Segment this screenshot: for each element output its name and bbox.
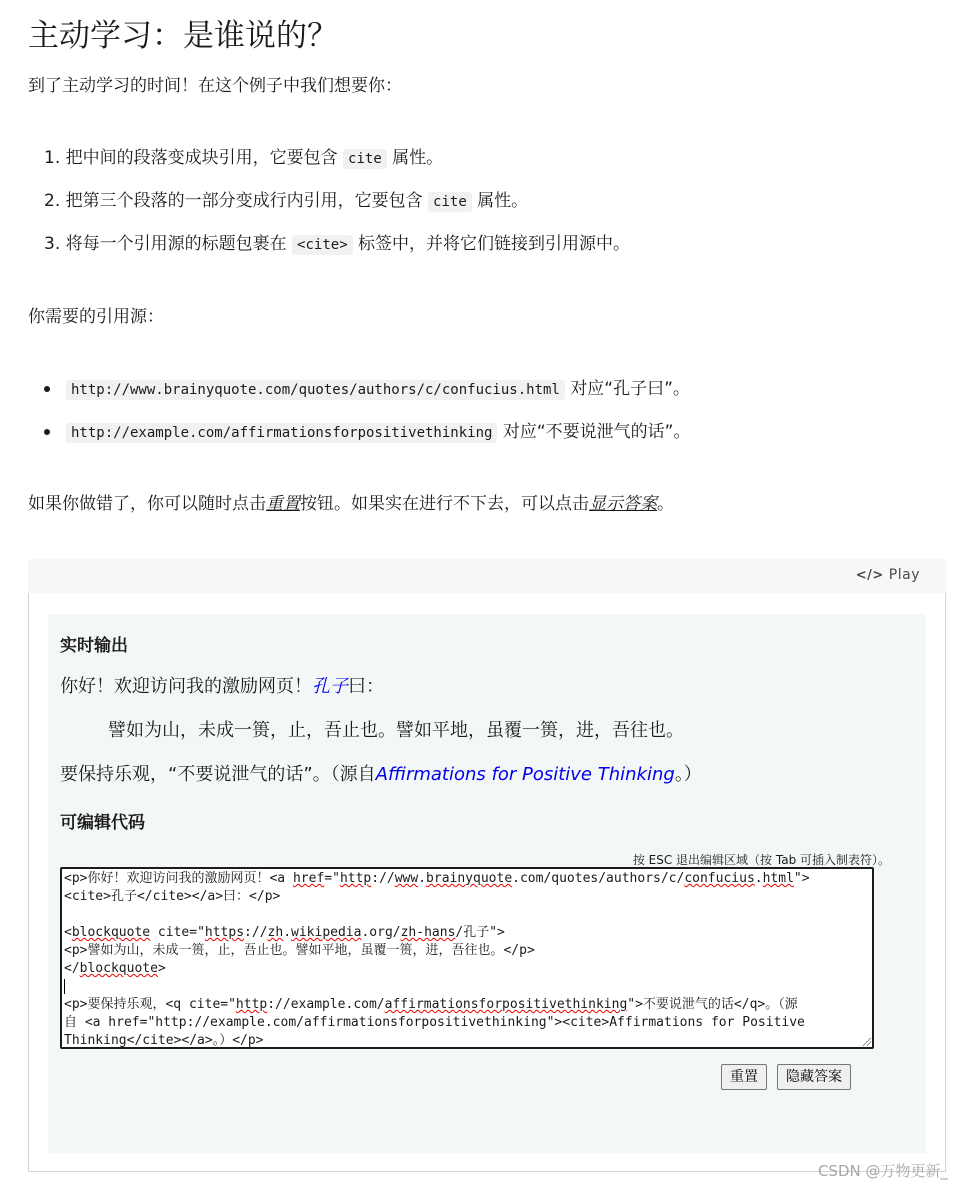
source-item-1: http://www.brainyquote.com/quotes/authors/c/confucius.html 对应“孔子曰”。 — [66, 377, 690, 402]
code-line — [64, 978, 870, 996]
live-line-3: 要保持乐观，“不要说泄气的话”。（源自Affirmations for Positive Thinking。） — [60, 764, 702, 785]
code-line: <p>譬如为山，未成一篑，止，吾止也。譬如平地，虽覆一篑，进，吾往也。</p> — [64, 943, 535, 958]
example-panel — [48, 614, 926, 1153]
code-line — [64, 906, 870, 924]
reset-button[interactable]: 重置 — [721, 1064, 767, 1090]
code-play-icon: </> — [855, 568, 884, 583]
bullet-icon — [44, 429, 50, 435]
affirmations-link[interactable]: Affirmations for Positive Thinking — [375, 764, 675, 785]
example-toolbar — [28, 559, 946, 593]
live-blockquote: 譬如为山，未成一篑，止，吾止也。譬如平地，虽覆一篑，进，吾往也。 — [108, 720, 684, 741]
code-line: </blockquote> — [64, 961, 166, 976]
live-output-heading: 实时输出 — [60, 636, 128, 656]
code-line: <blockquote cite="https://zh.wikipedia.org/zh-hans/孔子"> — [64, 925, 505, 940]
code-cite-tag: <cite> — [292, 235, 353, 255]
sources-label: 你需要的引用源： — [28, 307, 164, 327]
bullet-icon — [44, 386, 50, 392]
task-item-1: 1. 把中间的段落变成块引用，它要包含 cite 属性。 — [44, 148, 444, 168]
code-cite: cite — [343, 149, 387, 169]
resize-handle[interactable] — [861, 1036, 871, 1046]
inline-quote: “不要说泄气的话” — [168, 764, 313, 785]
code-editor[interactable] — [60, 867, 874, 1049]
watermark: CSDN @万物更新_ — [817, 1162, 948, 1180]
live-line-1: 你好！欢迎访问我的激励网页！孔子曰： — [60, 676, 384, 697]
code-line: <p>你好！欢迎访问我的激励网页！<a href="http://www.brainyquote.com/quotes/authors/c/confucius.html"> — [64, 871, 810, 886]
code-line: Thinking</cite></a>。）</p> — [64, 1033, 264, 1048]
hide-answer-button[interactable]: 隐藏答案 — [777, 1064, 851, 1090]
source-item-2: http://example.com/affirmationsforpositivethinking 对应“不要说泄气的话”。 — [66, 420, 690, 445]
help-text: 如果你做错了，你可以随时点击重置按钮。如果实在进行不下去，可以点击显示答案。 — [28, 494, 674, 514]
editor-hint: 按 ESC 退出编辑区域（按 Tab 可插入制表符）。 — [632, 853, 890, 867]
task-item-3: 3. 将每一个引用源的标题包裹在 <cite> 标签中，并将它们链接到引用源中。 — [44, 234, 631, 254]
confucius-link[interactable]: 孔子 — [312, 676, 348, 697]
code-line: <p>要保持乐观，<q cite="http://example.com/affirmationsforpositivethinking">不要说泄气的话</q>。（源 — [64, 997, 798, 1012]
reset-ref: 重置 — [266, 494, 300, 514]
code-line: <cite>孔子</cite></a>曰：</p> — [64, 889, 281, 904]
code-cite: cite — [428, 192, 472, 212]
play-button[interactable]: </> Play — [855, 567, 920, 583]
code-line: 自 <a href="http://example.com/affirmationsforpositivethinking"><cite>Affirmations for Positive — [64, 1015, 805, 1030]
page-title: 主动学习：是谁说的？ — [28, 18, 338, 54]
show-answer-ref: 显示答案 — [589, 494, 657, 514]
example-frame — [28, 593, 946, 1172]
source-url: http://example.com/affirmationsforpositivethinking — [66, 423, 497, 443]
task-item-2: 2. 把第三个段落的一部分变成行内引用，它要包含 cite 属性。 — [44, 191, 529, 211]
source-url: http://www.brainyquote.com/quotes/authors/c/confucius.html — [66, 380, 565, 400]
editable-code-heading: 可编辑代码 — [60, 813, 145, 833]
intro-text: 到了主动学习的时间！在这个例子中我们想要你： — [28, 76, 402, 96]
